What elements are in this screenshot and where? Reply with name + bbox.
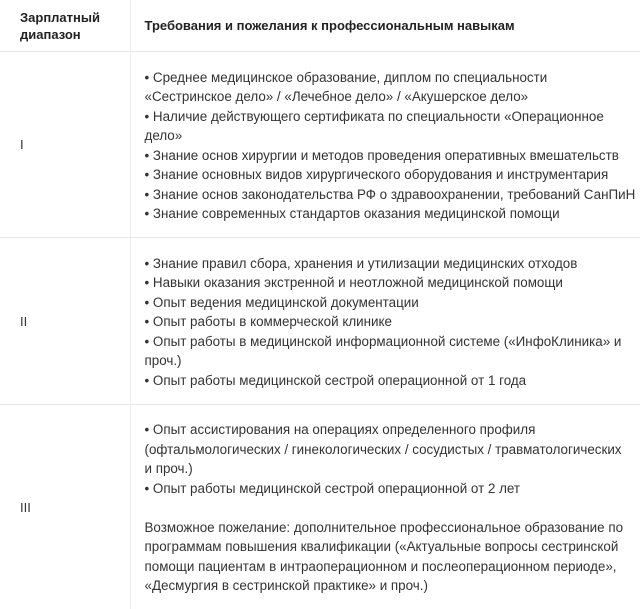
requirement-line: • Опыт работы медицинской сестрой операционной от 1 года [145,371,640,391]
requirement-line: • Опыт ведения медицинской документации [145,293,640,313]
requirement-line: • Знание правил сбора, хранения и утилизации медицинских отходов [145,254,640,274]
requirement-line: • Опыт работы в медицинской информационной системе («ИнфоКлиника» и [145,332,640,352]
wish-note-line: помощи пациентам в интраоперационном и послеоперационном периоде», [145,557,640,577]
header-salary-range [0,0,130,52]
requirement-line: • Знание современных стандартов оказания медицинской помощи [145,204,640,224]
header-salary-range-line1: Зарплатный [20,10,100,25]
wish-note-line: программам повышения квалификации («Актуальные вопросы сестринской [145,537,640,557]
salary-range-cell: II [0,238,130,405]
requirement-line: • Среднее медицинское образование, диплом по специальности [145,68,640,88]
salary-range-cell: I [0,52,130,238]
salary-range-cell: III [0,405,130,609]
table-row [0,238,640,405]
requirement-line: • Знание основных видов хирургического оборудования и инструментария [145,165,640,185]
requirement-line: • Опыт работы медицинской сестрой операционной от 2 лет [145,479,640,499]
wish-note-line: Возможное пожелание: дополнительное профессиональное образование по [145,518,640,538]
requirement-line: • Навыки оказания экстренной и неотложной медицинской помощи [145,273,640,293]
requirement-line: и проч.) [145,459,640,479]
table-row [0,405,640,609]
requirement-line: • Знание основ хирургии и методов проведения оперативных вмешательств [145,146,640,166]
requirement-line: проч.) [145,351,640,371]
table-header-row [0,0,640,52]
wish-note-line: «Десмургия в сестринской практике» и проч.) [145,576,640,596]
requirement-line: «Сестринское дело» / «Лечебное дело» / «Акушерское дело» [145,87,640,107]
requirements-cell [130,238,640,405]
header-salary-range-line2: диапазон [20,27,81,42]
requirement-line: • Наличие действующего сертификата по специальности «Операционное [145,107,640,127]
table-row [0,52,640,238]
spacer [145,498,640,518]
requirement-line: • Опыт ассистирования на операциях определенного профиля [145,420,640,440]
requirements-cell [130,405,640,609]
requirement-line: • Опыт работы в коммерческой клинике [145,312,640,332]
requirement-line: (офтальмологических / гинекологических / сосудистых / травматологических [145,440,640,460]
requirements-cell [130,52,640,238]
requirement-line: • Знание основ законодательства РФ о здравоохранении, требований СанПиН [145,185,640,205]
header-requirements: Требования и пожелания к профессиональным навыкам [130,0,640,52]
requirement-line: дело» [145,126,640,146]
